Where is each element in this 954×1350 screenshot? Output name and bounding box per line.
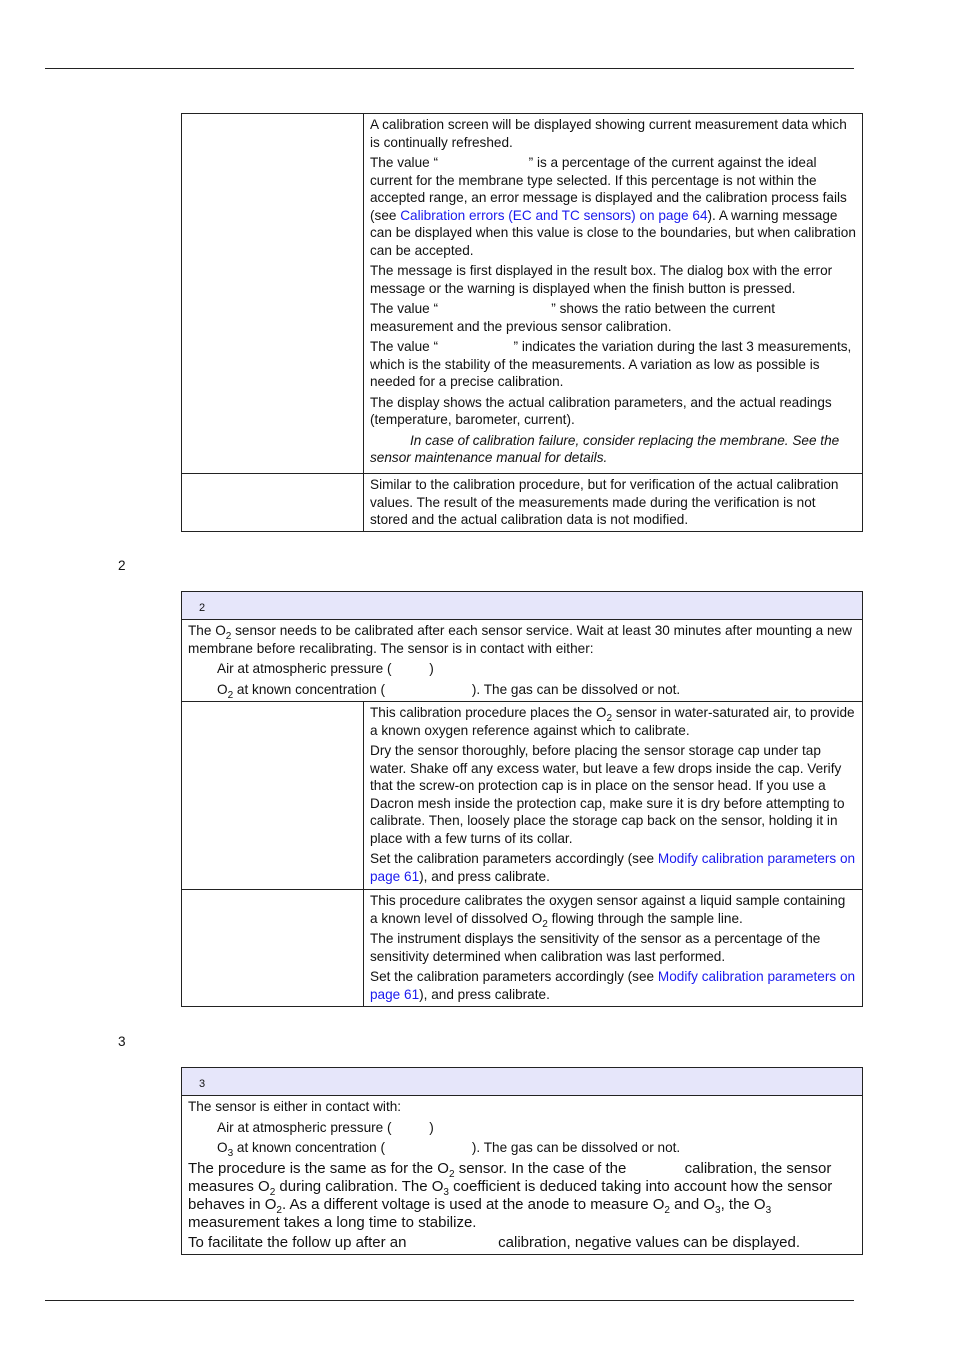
cross-reference-link[interactable]: Modify calibration parameters on page 61 xyxy=(370,851,856,884)
text-run: measurement takes a long time to stabilize. xyxy=(188,1213,477,1231)
paragraphs xyxy=(370,476,856,529)
text-run: Set the calibration parameters accordingly (see xyxy=(370,851,658,866)
paragraph xyxy=(370,704,856,739)
subscript: 2 xyxy=(664,1204,670,1216)
text-run: O xyxy=(217,681,228,697)
text-run: Dry the sensor thoroughly, before placing the sensor storage cap under tap water. Shake off any excess water, but leave a few drops inside the cap. Verify that the screw-on protection cap is in place on the sensor head. If you use a Dacron mesh inside the protection cap, make sure it is dry before attempting to calibrate. Then, loosely place the storage cap back on the sensor, holding it in place with a few turns of its collar. xyxy=(370,743,845,846)
text-run: Air at atmospheric pressure ( ) xyxy=(217,661,434,676)
text-run: The value “ ” is a percentage of the current against the ideal current for the membrane type selected. If this percentage is not within the accepted range, an error message is displayed and the calibration process fails (see xyxy=(370,155,847,223)
subscript: 2 xyxy=(276,1204,282,1216)
table-row xyxy=(182,114,862,473)
text-run: Similar to the calibration procedure, but for verification of the actual calibration values. The result of the measurements made during the verification is not stored and the actual calibration data is not modified. xyxy=(370,477,839,527)
text-run: This calibration procedure places the O xyxy=(370,705,607,720)
text-run: The O xyxy=(188,623,226,638)
body-text xyxy=(188,1160,856,1252)
subscript: 2 xyxy=(448,1168,455,1180)
text-run: sensor needs to be calibrated after each sensor service. Wait at least 30 minutes after mounting a new membrane before recalibrating. The sensor is in contact with either: xyxy=(188,623,852,656)
intro-list xyxy=(188,660,856,701)
list-item xyxy=(188,681,856,699)
text-run: To facilitate the follow up after an calibration, negative values can be displayed. xyxy=(188,1233,801,1251)
header-rule xyxy=(45,68,854,69)
option-cell xyxy=(182,474,364,531)
paragraph xyxy=(370,300,856,335)
paragraphs xyxy=(370,704,856,885)
text-run: Set the calibration parameters accordingly (see xyxy=(370,969,658,984)
paragraph xyxy=(370,394,856,429)
subscript: 3 xyxy=(443,1186,449,1198)
paragraph xyxy=(188,1234,856,1252)
text-run: O xyxy=(217,1140,228,1155)
paragraph xyxy=(370,930,856,965)
text-run: and O xyxy=(669,1195,716,1213)
option-cell xyxy=(182,702,364,889)
cross-reference-link[interactable]: Calibration errors (EC and TC sensors) on page 64 xyxy=(400,207,708,223)
paragraph xyxy=(188,1160,856,1232)
intro-text xyxy=(188,1098,856,1116)
subscript: 2 xyxy=(269,1186,276,1198)
text-run: ), and press calibrate. xyxy=(419,868,550,884)
subscript: 3 xyxy=(227,1148,234,1159)
list-item xyxy=(188,1139,856,1157)
intro-cell xyxy=(182,1096,862,1257)
text-run: A calibration screen will be displayed showing current measurement data which is continually refreshed. xyxy=(370,117,847,150)
text-run: during calibration. The O xyxy=(275,1177,444,1195)
list-item xyxy=(188,1119,856,1137)
o2-calibration-table xyxy=(181,591,863,1007)
subscript: 3 xyxy=(765,1204,772,1216)
description-cell xyxy=(364,890,862,1006)
option-cell xyxy=(182,890,364,1006)
text-run: The instrument displays the sensitivity of the sensor as a percentage of the sensitivity determined when calibration was last performed. xyxy=(370,931,821,964)
text-run: , the O xyxy=(720,1195,766,1213)
table-row xyxy=(182,889,862,1006)
paragraph xyxy=(370,742,856,847)
intro-list xyxy=(188,1119,856,1157)
subscript: 2 xyxy=(542,918,548,930)
text-run: The value “ ” shows the ratio between the current measurement and the previous sensor calibration. xyxy=(370,301,775,334)
text-run: This procedure calibrates the oxygen sensor against a liquid sample containing a known level of dissolved O xyxy=(370,893,846,926)
text-run: coefficient is deduced taking into account how the sensor behaves in O xyxy=(188,1177,833,1213)
paragraph xyxy=(370,892,856,930)
section-number: 3 xyxy=(118,1034,126,1049)
text-run: ). A warning message can be displayed when this value is close to the boundaries, but when calibration can be accepted. xyxy=(370,207,856,258)
text-run: sensor in water-saturated air, to provide a known oxygen reference against which to calibrate. xyxy=(370,705,855,738)
table-row xyxy=(182,473,862,531)
table-header: 2 xyxy=(182,592,862,620)
description-cell xyxy=(364,474,862,531)
text-run: sensor. In the case of the calibration, the sensor measures O xyxy=(188,1159,832,1195)
text-run: The value “ ” indicates the variation during the last 3 measurements, which is the stability of the measurements. A variation as low as possible is needed for a precise calibration. xyxy=(370,339,852,389)
text-run: The display shows the actual calibration parameters, and the actual readings (temperature, barometer, current). xyxy=(370,394,832,427)
paragraph xyxy=(370,476,856,529)
description-cell xyxy=(364,702,862,889)
table-row xyxy=(182,701,862,889)
paragraph xyxy=(370,850,856,885)
note-text xyxy=(370,432,856,467)
subscript: 2 xyxy=(225,631,232,642)
text-run: Air at atmospheric pressure ( ) xyxy=(217,1119,434,1135)
paragraph xyxy=(370,116,856,151)
text-run: ), and press calibrate. xyxy=(419,986,550,1002)
paragraph xyxy=(370,968,856,1003)
o3-calibration-table xyxy=(181,1067,863,1255)
intro-cell xyxy=(182,620,862,701)
subscript: 3 xyxy=(715,1204,721,1216)
cross-reference-link[interactable]: Modify calibration parameters on page 61 xyxy=(370,969,856,1002)
subscript: 2 xyxy=(227,689,234,701)
paragraphs xyxy=(370,116,856,429)
paragraph xyxy=(370,262,856,297)
subscript: 2 xyxy=(606,713,613,724)
text-run: The sensor is either in contact with: xyxy=(188,1099,402,1114)
table-row xyxy=(182,620,862,701)
paragraph xyxy=(370,154,856,259)
option-cell xyxy=(182,114,364,473)
paragraph xyxy=(188,1098,856,1116)
text-run: at known concentration ( ). The gas can be dissolved or not. xyxy=(233,1140,681,1155)
text-run: . As a different voltage is used at the anode to measure O xyxy=(281,1195,665,1213)
description-cell xyxy=(364,114,862,473)
list-item xyxy=(188,660,856,678)
text-run: flowing through the sample line. xyxy=(547,910,743,926)
paragraph xyxy=(188,622,856,657)
text-run: The procedure is the same as for the O xyxy=(188,1159,449,1177)
text-run: at known concentration ( ). The gas can be dissolved or not. xyxy=(233,681,681,697)
paragraph xyxy=(370,338,856,391)
section-number: 2 xyxy=(118,558,126,573)
table-header: 3 xyxy=(182,1068,862,1096)
paragraphs xyxy=(370,892,856,1003)
text-run: The message is first displayed in the result box. The dialog box with the error message or the warning is displayed when the finish button is pressed. xyxy=(370,263,833,296)
calibration-table xyxy=(181,113,863,532)
intro-text xyxy=(188,622,856,657)
text-run: In case of calibration failure, consider replacing the membrane. See the sensor maintenance manual for details. xyxy=(370,432,840,465)
footer-rule xyxy=(45,1300,854,1301)
